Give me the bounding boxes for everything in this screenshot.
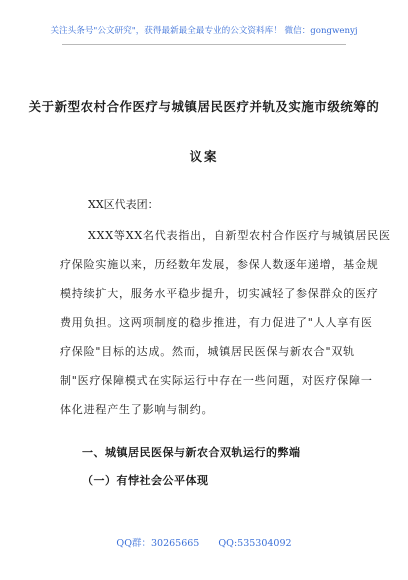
paragraph-line: 制"医疗保障模式在实际运行中存在一些问题，对医疗保障一 bbox=[60, 374, 373, 387]
paragraph-line: 模持续扩大，服务水平稳步提升，切实减轻了参保群众的医疗 bbox=[60, 287, 379, 300]
header-divider bbox=[62, 44, 346, 45]
paragraph-line: 疗保险"目标的达成。然而，城镇居民医保与新农合"双轨 bbox=[60, 345, 355, 358]
footer-qq: QQ:535304092 bbox=[218, 538, 292, 549]
footer-contact bbox=[0, 535, 408, 549]
section-heading-1: 一、城镇居民医保与新农合双轨运行的弊端 bbox=[82, 446, 301, 459]
header-banner: 关注头条号"公文研究"，获得最新最全最专业的公文资料库！ 微信：gongwenyj bbox=[50, 26, 358, 36]
footer-qq-group: QQ群：30265665 bbox=[116, 538, 200, 549]
paragraph-line: XXX等XX名代表指出，自新型农村合作医疗与城镇居民医 bbox=[88, 229, 391, 242]
paragraph-line: 体化进程产生了影响与制约。 bbox=[60, 403, 214, 416]
paragraph-line: 费用负担。这两项制度的稳步推进，有力促进了"人人享有医 bbox=[60, 316, 373, 329]
salutation: XX区代表团： bbox=[88, 198, 159, 211]
document-title-line-1: 关于新型农村合作医疗与城镇居民医疗并轨及实施市级统筹的 bbox=[28, 99, 380, 114]
section-heading-2: （一）有悖社会公平体现 bbox=[82, 474, 209, 487]
document-title-line-2: 议案 bbox=[189, 149, 219, 164]
paragraph-line: 疗保险实施以来，历经数年发展，参保人数逐年递增，基金规 bbox=[60, 258, 379, 271]
